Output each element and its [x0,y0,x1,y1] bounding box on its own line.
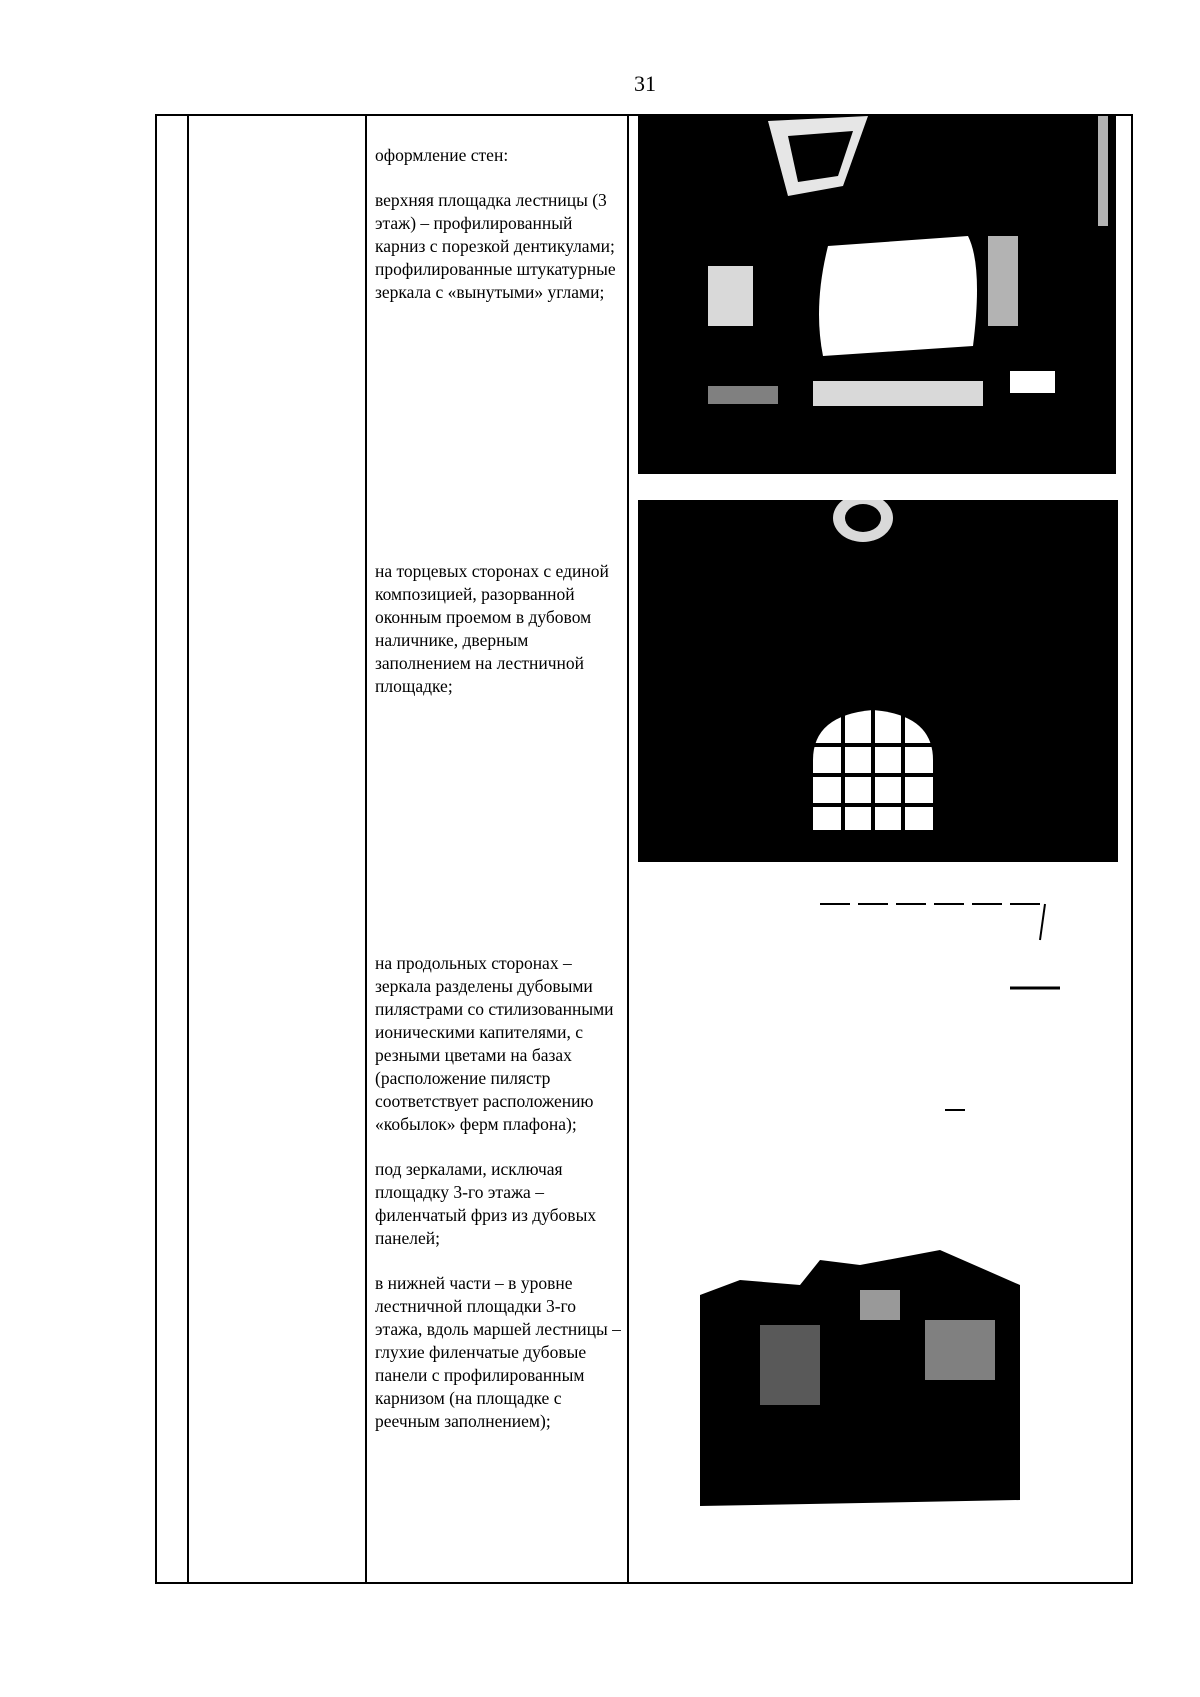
description-block-1 [375,144,625,326]
column-divider [365,116,367,1582]
page-number: 31 [634,71,656,96]
description-block-2 [375,560,625,720]
paragraph: оформление стен: [375,145,509,165]
paragraph: под зеркалами, исключая площадку 3-го этажа – филенчатый фриз из дубовых панелей; [375,1159,597,1248]
paragraph: на торцевых сторонах с единой композицией, разорванной оконным проемом в дубовом наличнике, дверным заполнением на лестничной площадке; [375,561,609,696]
photo-end-wall-window [638,500,1118,862]
photo-staircase-ceiling [638,116,1116,474]
paragraph: на продольных сторонах – зеркала разделены дубовыми пилястрами со стилизованными ионическими капителями, с резными цветами на базах (расположение пилястр соответствует расположению «кобылок» ферм плафона); [375,953,614,1134]
description-block-3 [375,952,625,1455]
column-divider [627,116,629,1582]
paragraph: в нижней части – в уровне лестничной площадки 3-го этажа, вдоль маршей лестницы – глухие филенчатые дубовые панели с профилированным карнизом (на площадке с реечным заполнением); [375,1273,621,1431]
photo-longitudinal-wall [700,900,1060,1536]
paragraph: верхняя площадка лестницы (3 этаж) – профилированный карниз с порезкой дентикулами; профилированные штукатурные зеркала с «вынутыми» углами; [375,190,616,302]
column-divider [187,116,189,1582]
